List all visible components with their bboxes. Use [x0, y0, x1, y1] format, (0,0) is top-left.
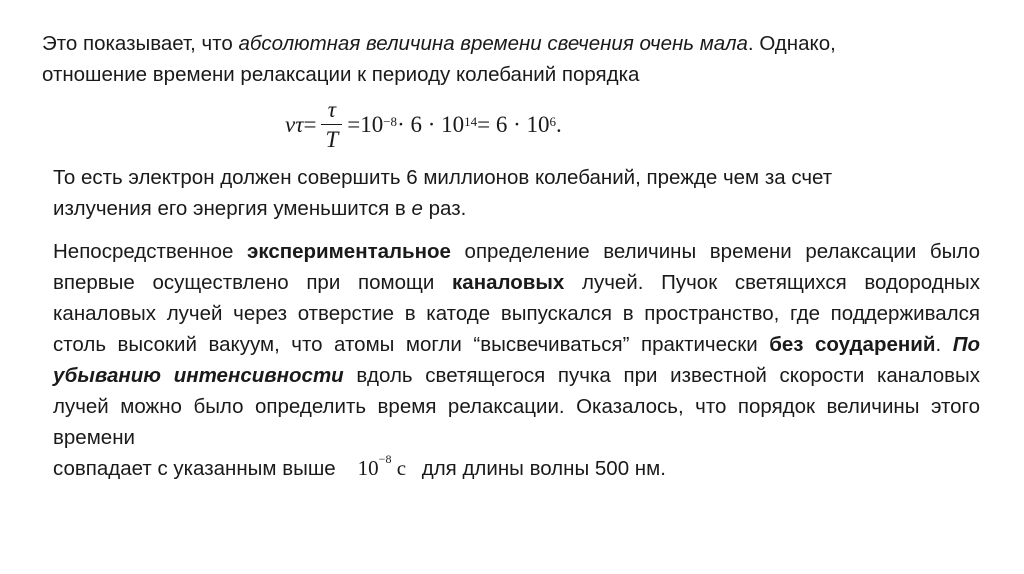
- intro-text-2: . Однако,: [747, 32, 836, 55]
- paragraph-experiment: [53, 236, 980, 484]
- formula-eq1: =: [303, 111, 317, 137]
- inline-formula-exp: −8: [378, 452, 392, 466]
- formula-fraction: [321, 98, 342, 151]
- intro-italic-text: абсолютная величина времени свечения очень мала: [238, 32, 748, 55]
- formula-lhs: ντ: [285, 111, 304, 137]
- fraction-denominator: T: [321, 124, 342, 151]
- electron-text-1: То есть электрон должен совершить 6 миллионов колебаний, прежде чем за счет: [53, 166, 833, 189]
- formula-relaxation-ratio: ντ = $\frac{\tau}{T}$ =10 $^{-8}$ · 6 · 10 $^{14}$ = 6 · 10 $^6$ .: [285, 97, 562, 152]
- formula-mid: · 6 · 10: [397, 111, 465, 137]
- experiment-bold-1: экспериментальное: [247, 240, 451, 263]
- experiment-text-4: .: [935, 333, 953, 356]
- formula-end: .: [556, 111, 562, 137]
- experiment-text-7: для длины волны 500 нм.: [416, 457, 666, 480]
- experiment-bold-2: каналовых: [452, 271, 565, 294]
- experiment-bold-italic: По убыванию интенсивности: [53, 333, 980, 387]
- intro-text-3: отношение времени релаксации к периоду колебаний порядка: [42, 63, 640, 86]
- inline-formula: [358, 453, 406, 484]
- electron-text-2: излучения его энергия уменьшится в: [53, 197, 412, 220]
- formula-eq3: = 6 · 10: [477, 111, 550, 137]
- experiment-text-6: совпадает с указанным выше: [53, 457, 336, 480]
- paragraph-electron: [53, 162, 983, 224]
- experiment-text-3: лучей. Пучок светящихся водородных каналовых лучей через отверстие в катоде выпускался в пространство, где поддерживался столь высокий вакуум, что атомы могли “высвечиваться” практически: [53, 271, 980, 356]
- formula-eq2: =10: [347, 111, 384, 137]
- paragraph-intro: [42, 28, 982, 90]
- experiment-text-5: вдоль светящегося пучка при известной скорости каналовых лучей можно было определить время релаксации. Оказалось, что порядок величины этого времени: [53, 364, 980, 449]
- inline-formula-unit: с: [391, 456, 407, 480]
- fraction-numerator: τ: [327, 97, 336, 122]
- experiment-text-1: Непосредственное: [53, 240, 248, 263]
- experiment-bold-3: без соударений: [769, 333, 936, 356]
- electron-text-3: раз.: [422, 197, 467, 220]
- electron-italic-e: е: [411, 197, 423, 220]
- inline-formula-base: 10: [357, 456, 379, 480]
- intro-text-1: Это показывает, что: [42, 32, 239, 55]
- experiment-text-2: определение величины времени релаксации было впервые осуществлено при помощи: [53, 240, 980, 294]
